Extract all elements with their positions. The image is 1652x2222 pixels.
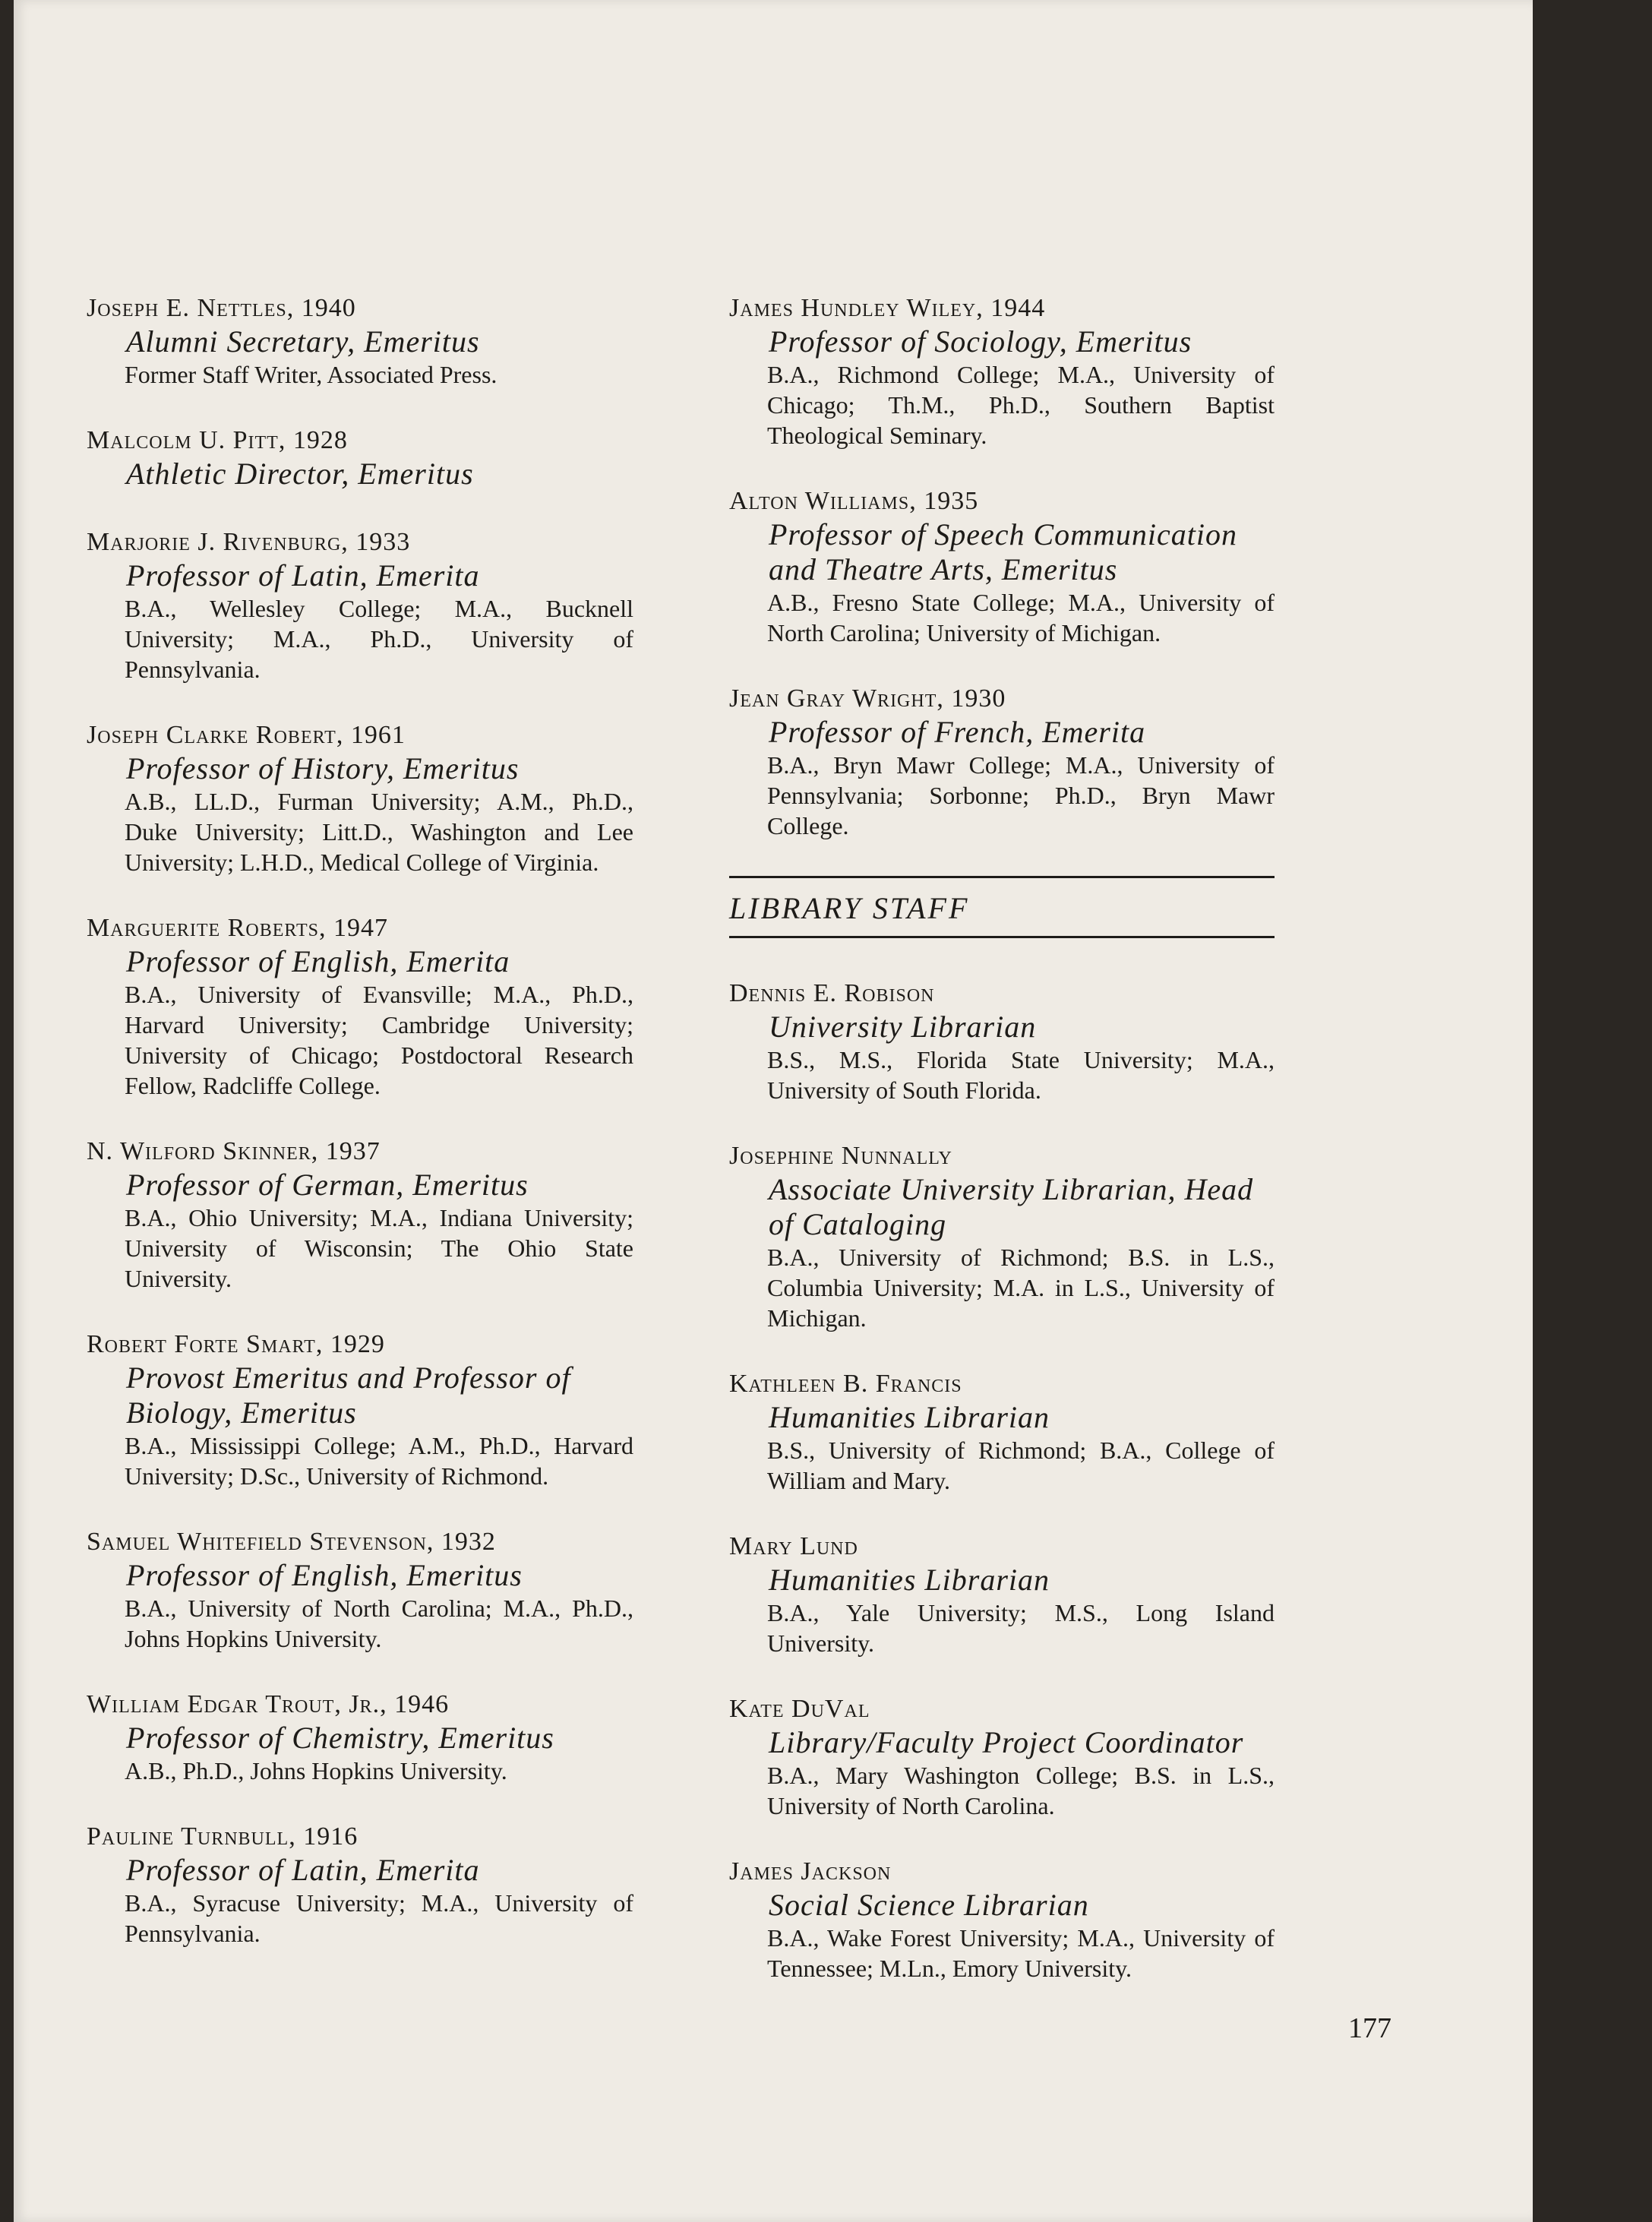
entry-degrees: B.S., University of Richmond; B.A., College of William and Mary.	[767, 1437, 1275, 1494]
entry-title: Professor of English, Emeritus	[126, 1558, 523, 1592]
faculty-entry	[87, 292, 633, 390]
faculty-entry	[87, 1136, 633, 1294]
library-entry	[729, 1531, 1275, 1658]
entry-title: Professor of Latin, Emerita	[126, 558, 480, 593]
entry-title: Professor of French, Emerita	[769, 715, 1146, 749]
entry-name: Josephine Nunnally	[729, 1142, 952, 1170]
right-column	[729, 292, 1275, 2018]
entry-degrees: B.A., Mary Washington College; B.S. in L.S., University of North Carolina.	[767, 1762, 1275, 1819]
faculty-entry	[87, 912, 633, 1101]
entry-name: James Jackson	[729, 1857, 892, 1885]
entry-name: Kathleen B. Francis	[729, 1370, 962, 1398]
entry-title: University Librarian	[769, 1010, 1037, 1044]
entry-title: Provost Emeritus and Professor of Biology, Emeritus	[126, 1361, 571, 1430]
entry-title: Library/Faculty Project Coordinator	[769, 1725, 1244, 1759]
entry-name: Marguerite Roberts, 1947	[87, 914, 388, 942]
entry-degrees: B.A., Syracuse University; M.A., University of Pennsylvania.	[125, 1889, 633, 1947]
entry-name: Marjorie J. Rivenburg, 1933	[87, 528, 411, 556]
entry-degrees: B.S., M.S., Florida State University; M.A., University of South Florida.	[767, 1046, 1275, 1104]
entry-title: Social Science Librarian	[769, 1888, 1089, 1922]
faculty-entry	[87, 1821, 633, 1949]
entry-title: Professor of English, Emerita	[126, 944, 510, 978]
entry-name: Jean Gray Wright, 1930	[729, 684, 1006, 713]
entry-degrees: B.A., Bryn Mawr College; M.A., University of Pennsylvania; Sorbonne; Ph.D., Bryn Mawr College.	[767, 751, 1275, 839]
faculty-entry	[87, 1329, 633, 1491]
entry-name: Malcolm U. Pitt, 1928	[87, 426, 348, 454]
faculty-entry	[87, 425, 633, 491]
document-page	[14, 0, 1533, 2222]
entry-degrees: B.A., University of Richmond; B.S. in L.S., Columbia University; M.A. in L.S., University of Michigan.	[767, 1244, 1275, 1332]
entry-name: Samuel Whitefield Stevenson, 1932	[87, 1528, 496, 1556]
library-entry	[729, 1856, 1275, 1983]
entry-title: Professor of Chemistry, Emeritus	[126, 1721, 554, 1755]
library-staff-heading: LIBRARY STAFF	[729, 891, 970, 925]
entry-degrees: B.A., Wake Forest University; M.A., University of Tennessee; M.Ln., Emory University.	[767, 1924, 1275, 1982]
entry-title: Professor of German, Emeritus	[126, 1168, 529, 1202]
faculty-entry	[87, 1526, 633, 1654]
entry-name: James Hundley Wiley, 1944	[729, 294, 1046, 322]
entry-degrees: B.A., University of Evansville; M.A., Ph.D., Harvard University; Cambridge University; University of Chicago; Postdoctoral Research Fellow, Radcliffe College.	[125, 981, 633, 1099]
library-entry	[729, 1693, 1275, 1821]
faculty-entry	[87, 526, 633, 684]
left-column	[87, 292, 633, 1983]
entry-degrees: Former Staff Writer, Associated Press.	[125, 361, 497, 388]
entry-degrees: B.A., University of North Carolina; M.A., Ph.D., Johns Hopkins University.	[125, 1595, 633, 1652]
entry-title: Humanities Librarian	[769, 1563, 1050, 1597]
entry-degrees: A.B., LL.D., Furman University; A.M., Ph.D., Duke University; Litt.D., Washington and Lee University; L.H.D., Medical College of Virginia.	[125, 788, 633, 876]
entry-name: N. Wilford Skinner, 1937	[87, 1137, 381, 1165]
entry-title: Professor of Sociology, Emeritus	[769, 324, 1192, 359]
faculty-entry	[729, 485, 1275, 648]
library-entry	[729, 1368, 1275, 1496]
faculty-entry	[87, 1689, 633, 1786]
entry-degrees: A.B., Ph.D., Johns Hopkins University.	[125, 1757, 507, 1784]
library-entry	[729, 1140, 1275, 1333]
entry-title: Associate University Librarian, Head of Cataloging	[769, 1172, 1254, 1241]
entry-title: Humanities Librarian	[769, 1400, 1050, 1434]
entry-name: Kate DuVal	[729, 1695, 870, 1723]
entry-name: Robert Forte Smart, 1929	[87, 1330, 385, 1358]
entry-degrees: B.A., Yale University; M.S., Long Island University.	[767, 1599, 1275, 1657]
library-entry	[729, 978, 1275, 1105]
entry-degrees: A.B., Fresno State College; M.A., University of North Carolina; University of Michigan.	[767, 589, 1275, 646]
entry-degrees: B.A., Mississippi College; A.M., Ph.D., Harvard University; D.Sc., University of Richmond.	[125, 1432, 633, 1490]
faculty-entry	[729, 292, 1275, 450]
entry-name: Joseph Clarke Robert, 1961	[87, 721, 406, 749]
entry-name: William Edgar Trout, Jr., 1946	[87, 1690, 450, 1718]
faculty-entry	[729, 683, 1275, 841]
entry-title: Professor of Speech Communication and Theatre Arts, Emeritus	[769, 517, 1238, 586]
page-number: 177	[1348, 2012, 1391, 2044]
section-rule-bottom	[729, 936, 1275, 938]
entry-degrees: B.A., Ohio University; M.A., Indiana University; University of Wisconsin; The Ohio State University.	[125, 1204, 633, 1292]
entry-degrees: B.A., Richmond College; M.A., University of Chicago; Th.M., Ph.D., Southern Baptist Theological Seminary.	[767, 361, 1275, 449]
entry-name: Pauline Turnbull, 1916	[87, 1822, 359, 1851]
entry-degrees: B.A., Wellesley College; M.A., Bucknell University; M.A., Ph.D., University of Pennsylvania.	[125, 595, 633, 683]
entry-name: Joseph E. Nettles, 1940	[87, 294, 356, 322]
entry-name: Dennis E. Robison	[729, 979, 935, 1007]
entry-title: Alumni Secretary, Emeritus	[126, 324, 480, 359]
entry-title: Professor of History, Emeritus	[126, 751, 520, 785]
entry-name: Alton Williams, 1935	[729, 487, 979, 515]
entry-title: Professor of Latin, Emerita	[126, 1853, 480, 1887]
entry-title: Athletic Director, Emeritus	[126, 457, 474, 491]
entry-name: Mary Lund	[729, 1532, 858, 1560]
faculty-entry	[87, 719, 633, 877]
